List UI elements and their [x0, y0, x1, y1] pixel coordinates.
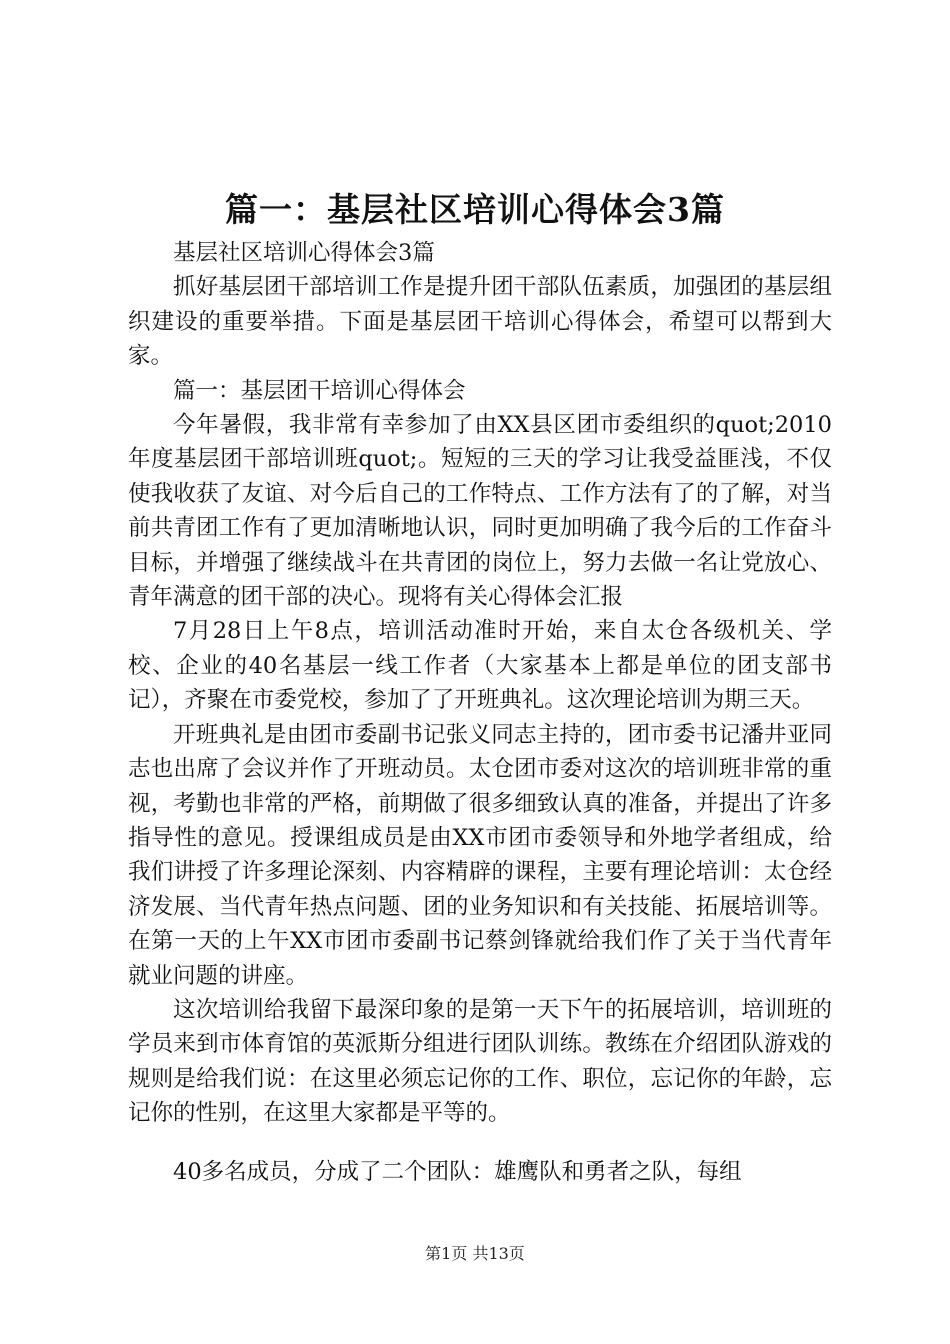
paragraph-body: 40多名成员，分成了二个团队：雄鹰队和勇者之队，每组 — [173, 1158, 742, 1185]
document-body — [128, 236, 832, 1189]
document-title: 篇一：基层社区培训心得体会3篇 — [225, 190, 725, 229]
paragraph-body: 今年暑假，我非常有幸参加了由XX县区团市委组织的quot;2010年度基层团干部培训班quot;。短短的三天的学习让我受益匪浅，不仅使我收获了友谊、对今后自己的工作特点、工作方法有了的了解，对当前共青团工作有了更加清晰地认识，同时更加明确了我今后的工作奋斗目标，并增强了继续战斗在共青团的岗位上，努力去做一名让党放心、青年满意的团干部的决心。现将有关心得体会汇报 — [128, 412, 832, 611]
paragraph-body: 7月28日上午8点，培训活动准时开始，来自太仓各级机关、学校、企业的40名基层一线工作者（大家基本上都是单位的团支部书记），齐聚在市委党校，参加了了开班典礼。这次理论培训为期三天。 — [128, 618, 832, 714]
paragraph-body: 这次培训给我留下最深印象的是第一天下午的拓展培训，培训班的学员来到市体育馆的英派斯分组进行团队训练。教练在介绍团队游戏的规则是给我们说：在这里必须忘记你的工作、职位，忘记你的年龄，忘记你的性别，在这里大家都是平等的。 — [128, 996, 832, 1127]
page-footer: 第1页 共13页 — [425, 1244, 525, 1263]
paragraph-section-heading: 篇一：基层团干培训心得体会 — [173, 377, 466, 404]
paragraph-body: 开班典礼是由团市委副书记张义同志主持的，团市委书记潘井亚同志也出席了会议并作了开班动员。太仓团市委对这次的培训班非常的重视，考勤也非常的严格，前期做了很多细致认真的准备，并提出了许多指导性的意见。授课组成员是由XX市团市委领导和外地学者组成，给我们讲授了许多理论深刻、内容精辟的课程，主要有理论培训：太仓经济发展、当代青年热点问题、团的业务知识和有关技能、拓展培训等。在第一天的上午XX市团市委副书记蔡剑锋就给我们作了关于当代青年就业问题的讲座。 — [128, 721, 832, 989]
paragraph-intro: 抓好基层团干部培训工作是提升团干部队伍素质，加强团的基层组织建设的重要举措。下面是基层团干培训心得体会，希望可以帮到大家。 — [128, 274, 832, 370]
paragraph-subtitle: 基层社区培训心得体会3篇 — [173, 240, 435, 266]
